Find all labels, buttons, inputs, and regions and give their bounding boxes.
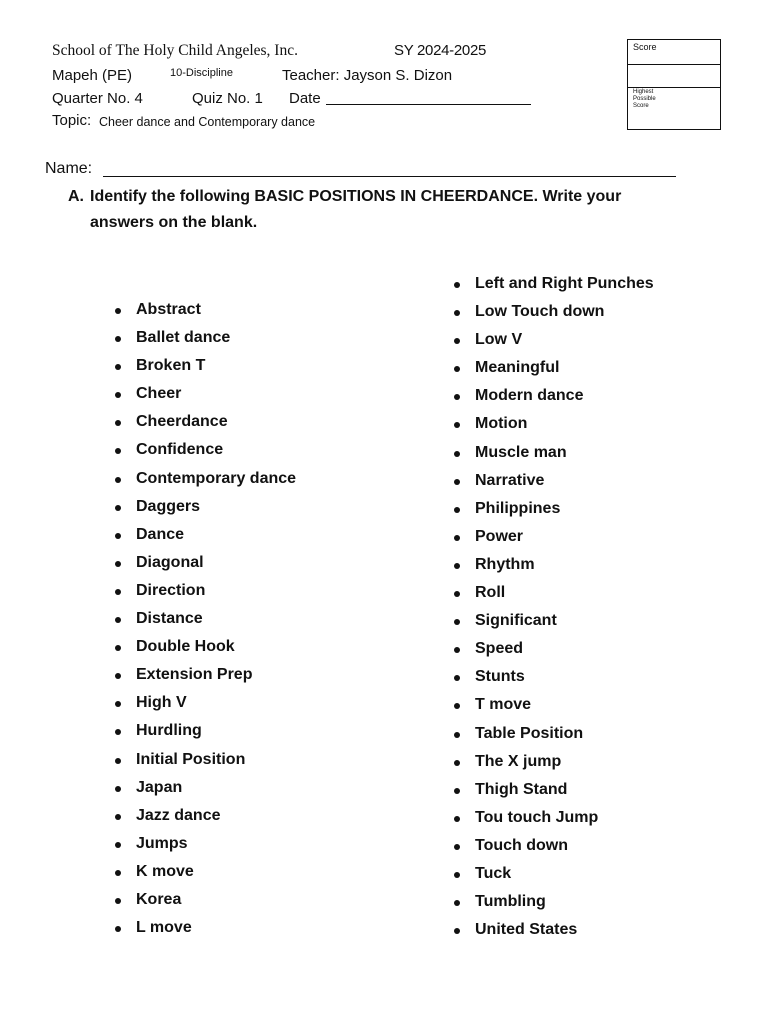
score-box <box>627 39 721 130</box>
date-blank[interactable] <box>326 104 531 105</box>
choices-right <box>475 270 654 944</box>
list-item: Stunts <box>475 663 654 691</box>
list-item: Rhythm <box>475 551 654 579</box>
teacher: Teacher: Jayson S. Dizon <box>282 67 453 84</box>
list-item: Meaningful <box>475 354 654 382</box>
name-blank[interactable] <box>103 176 676 177</box>
list-item: High V <box>136 689 296 717</box>
list-item: K move <box>136 858 296 886</box>
list-item: Table Position <box>475 720 654 748</box>
school-name: School of The Holy Child Angeles, Inc. <box>52 42 298 59</box>
name-label: Name: <box>45 160 93 177</box>
topic-label: Topic: <box>52 112 92 129</box>
school-year: SY 2024-2025 <box>394 42 487 59</box>
list-item: Extension Prep <box>136 661 296 689</box>
list-item: Ballet dance <box>136 324 296 352</box>
list-item: Korea <box>136 886 296 914</box>
list-item: Diagonal <box>136 549 296 577</box>
list-item: Thigh Stand <box>475 776 654 804</box>
list-item: Narrative <box>475 467 654 495</box>
list-item: Philippines <box>475 495 654 523</box>
list-item: Tumbling <box>475 888 654 916</box>
quarter: Quarter No. 4 <box>52 90 143 107</box>
list-item: Motion <box>475 410 654 438</box>
list-item: Roll <box>475 579 654 607</box>
list-item: Confidence <box>136 436 296 464</box>
list-item: T move <box>475 691 654 719</box>
list-item: Japan <box>136 774 296 802</box>
list-item: Left and Right Punches <box>475 270 654 298</box>
score-label: Score <box>633 42 657 52</box>
list-item: Double Hook <box>136 633 296 661</box>
list-item: Initial Position <box>136 746 296 774</box>
list-item: Distance <box>136 605 296 633</box>
list-item: United States <box>475 916 654 944</box>
list-item: Jumps <box>136 830 296 858</box>
list-item: Cheerdance <box>136 408 296 436</box>
list-item: Hurdling <box>136 717 296 745</box>
instruction-line-2: answers on the blank. <box>90 214 258 231</box>
list-item: Speed <box>475 635 654 663</box>
list-item: Power <box>475 523 654 551</box>
quiz-number: Quiz No. 1 <box>192 90 263 107</box>
date-label: Date <box>289 90 321 107</box>
list-item: Contemporary dance <box>136 465 296 493</box>
instruction-line-1: Identify the following BASIC POSITIONS IN CHEERDANCE. Write your <box>90 188 622 205</box>
list-item: Direction <box>136 577 296 605</box>
subject: Mapeh (PE) <box>52 67 133 84</box>
list-item: Tou touch Jump <box>475 804 654 832</box>
list-item: Cheer <box>136 380 296 408</box>
list-item: Abstract <box>136 296 296 324</box>
score-blank[interactable] <box>628 64 720 88</box>
list-item: Broken T <box>136 352 296 380</box>
list-item: Touch down <box>475 832 654 860</box>
list-item: Modern dance <box>475 382 654 410</box>
topic-value: Cheer dance and Contemporary dance <box>99 115 316 129</box>
highest-score-label: Highest Possible Score <box>633 89 656 109</box>
list-item: Significant <box>475 607 654 635</box>
grade-section: 10-Discipline <box>170 67 233 79</box>
list-item: Daggers <box>136 493 296 521</box>
list-item: Tuck <box>475 860 654 888</box>
list-item: The X jump <box>475 748 654 776</box>
list-item: Dance <box>136 521 296 549</box>
list-item: Low Touch down <box>475 298 654 326</box>
list-item: Jazz dance <box>136 802 296 830</box>
score-row <box>628 40 720 65</box>
instruction-number: A. <box>68 188 84 205</box>
list-item: Muscle man <box>475 439 654 467</box>
choices-left <box>136 296 296 942</box>
list-item: Low V <box>475 326 654 354</box>
instruction <box>68 184 708 236</box>
list-item: L move <box>136 914 296 942</box>
